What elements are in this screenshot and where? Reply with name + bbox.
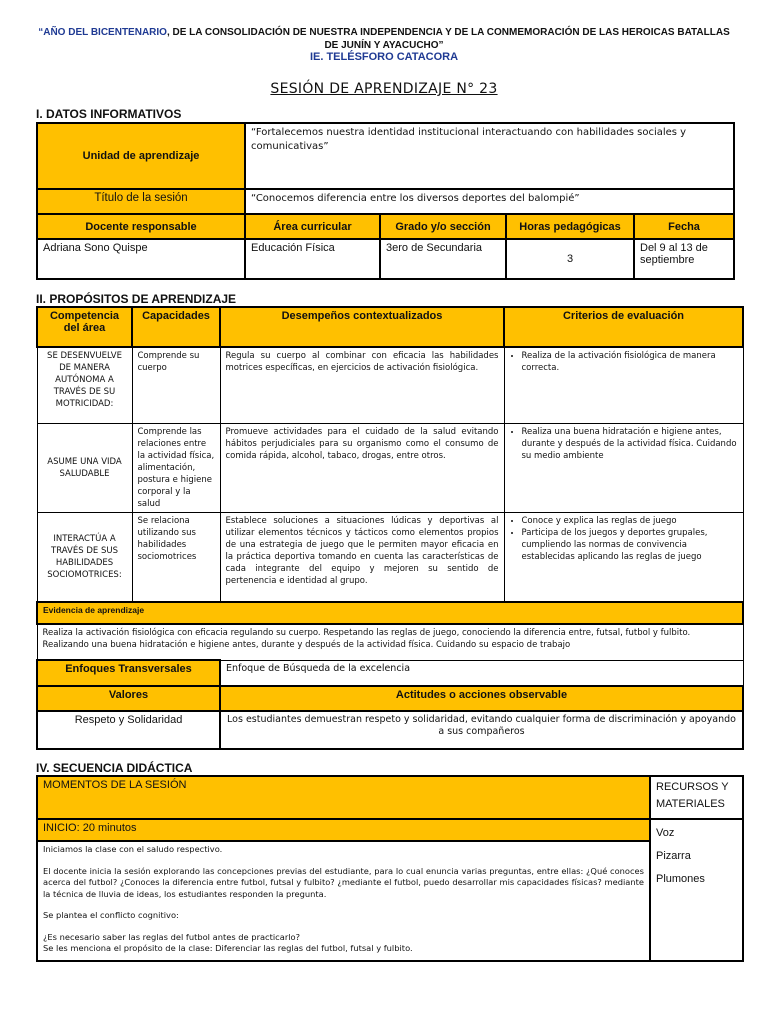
- area-value: Educación Física: [245, 239, 380, 279]
- recursos-list: [650, 819, 743, 961]
- section-datos-heading: I. DATOS INFORMATIVOS: [36, 107, 182, 121]
- section-secuencia-heading: IV. SECUENCIA DIDÁCTICA: [36, 761, 193, 775]
- col-area: Área curricular: [245, 214, 380, 239]
- valores-value: Respeto y Solidaridad: [37, 711, 220, 749]
- titulo-label: Título de la sesión: [37, 189, 245, 214]
- capacidades-cell: Comprende las relaciones entre la actividad física, alimentación, postura e higiene corporal y la salud: [132, 423, 220, 512]
- actitudes-value: Los estudiantes demuestran respeto y solidaridad, evitando cualquier forma de discriminación y apoyando a sus compañeros: [220, 711, 743, 749]
- col-horas: Horas pedagógicas: [506, 214, 634, 239]
- criterios-cell: [504, 512, 743, 602]
- inicio-p5: Se les menciona el propósito de la clase: Diferenciar las reglas del futbol, futsal y fulbito.: [43, 943, 413, 953]
- capacidades-cell: Comprende su cuerpo: [132, 347, 220, 423]
- desempeno-cell: Establece soluciones a situaciones lúdicas y deportivas al utilizar elementos técnicos y tácticos como elementos propios de una estrategia de juego que le permiten mayor eficacia en la práctica deportiva tomando en cuenta las características de cada integrante del equipo y mejoren su sentido de pertenencia e identidad al grupo.: [220, 512, 504, 602]
- recurso-voz: Voz: [656, 827, 675, 839]
- table-row: [37, 347, 743, 423]
- inicio-content: [37, 841, 650, 961]
- unidad-label: Unidad de aprendizaje: [37, 123, 245, 189]
- actitudes-label: Actitudes o acciones observable: [220, 686, 743, 711]
- fecha-value: Del 9 al 13 de septiembre: [634, 239, 734, 279]
- col-criterios: Criterios de evaluación: [504, 307, 743, 347]
- col-competencia: Competencia del área: [37, 307, 132, 347]
- competencia-cell: ASUME UNA VIDA SALUDABLE: [37, 423, 132, 512]
- col-capacidades: Capacidades: [132, 307, 220, 347]
- datos-table: [36, 122, 735, 280]
- evidencia-label: Evidencia de aprendizaje: [37, 602, 743, 624]
- docente-value: Adriana Sono Quispe: [37, 239, 245, 279]
- recurso-plumones: Plumones: [656, 873, 705, 885]
- table-row: [37, 423, 743, 512]
- col-desempenos: Desempeños contextualizados: [220, 307, 504, 347]
- inicio-p1: Iniciamos la clase con el saludo respectivo.: [43, 844, 223, 854]
- recurso-pizarra: Pizarra: [656, 850, 691, 862]
- evidencia-text: Realiza la activación fisiológica con eficacia regulando su cuerpo. Respetando las reglas de juego, conociendo la diferencia entre, futsal, futbol y fulbito. Realizando una buena hidratación e higiene antes, durante y después de la actividad física. Cuidando su espacio de trabajo: [37, 624, 743, 660]
- inicio-p2: El docente inicia la sesión explorando las concepciones previas del estudiante, para lo cual enuncia varias preguntas, entre ellas: ¿Qué conoces acerca del futbol? ¿Conoces la diferencia entre futbol, futsal y fulbito? ¿mediante el futbol, puedo desarrollar mis capacidades físicas? mediante la técnica de lluvia de ideas, los estudiantes responden la pregunta.: [43, 865, 644, 899]
- table-row: [37, 512, 743, 602]
- criterios-cell: [504, 423, 743, 512]
- inicio-p3: Se plantea el conflicto cognitivo:: [43, 910, 179, 920]
- inicio-p4: ¿Es necesario saber las reglas del futbol antes de practicarlo?: [43, 931, 301, 942]
- titulo-value: “Conocemos diferencia entre los diversos deportes del balompié”: [245, 189, 734, 214]
- slogan-part2: , DE LA CONSOLIDACIÓN DE NUESTRA INDEPENDENCIA Y DE LA CONMEMORACIÓN DE LAS HEROICAS BATALLAS DE JUNÍN Y AYACUCHO”: [166, 27, 730, 51]
- enfoques-value: Enfoque de Búsqueda de la excelencia: [220, 660, 743, 686]
- recursos-label: RECURSOS Y MATERIALES: [650, 776, 743, 819]
- col-fecha: Fecha: [634, 214, 734, 239]
- valores-label: Valores: [37, 686, 220, 711]
- capacidades-cell: Se relaciona utilizando sus habilidades sociomotrices: [132, 512, 220, 602]
- competencia-cell: INTERACTÚA A TRAVÉS DE SUS HABILIDADES SOCIOMOTRICES:: [37, 512, 132, 602]
- desempeno-cell: Regula su cuerpo al combinar con eficacia las habilidades motrices específicas, en ejercicios de activación fisiológica.: [220, 347, 504, 423]
- horas-value: 3: [506, 239, 634, 279]
- school-name: IE. TELÉSFORO CATACORA: [309, 51, 459, 63]
- criterio-item: • Realiza una buena hidratación e higiene antes, durante y después de la actividad física. Cuidando su medio ambiente: [522, 426, 738, 462]
- criterio-item: • Conoce y explica las reglas de juego: [522, 515, 738, 527]
- propositos-table: [36, 306, 744, 750]
- slogan: [30, 26, 738, 52]
- section-propositos-heading: II. PROPÓSITOS DE APRENDIZAJE: [36, 292, 237, 306]
- grado-value: 3ero de Secundaria: [380, 239, 506, 279]
- momentos-label: MOMENTOS DE LA SESIÓN: [37, 776, 650, 819]
- unidad-value: “Fortalecemos nuestra identidad institucional interactuando con habilidades sociales y comunicativas”: [245, 123, 734, 189]
- session-title: SESIÓN DE APRENDIZAJE N° 23: [270, 81, 498, 97]
- secuencia-table: [36, 775, 744, 962]
- competencia-cell: SE DESENVUELVE DE MANERA AUTÓNOMA A TRAVÉS DE SU MOTRICIDAD:: [37, 347, 132, 423]
- slogan-part1: “AÑO DEL BICENTENARIO: [38, 27, 167, 38]
- inicio-label: INICIO: 20 minutos: [37, 819, 650, 841]
- criterios-cell: [504, 347, 743, 423]
- desempeno-cell: Promueve actividades para el cuidado de la salud evitando hábitos perjudiciales para su organismo como el consumo de comida rápida, alcohol, tabaco, drogas, entre otros.: [220, 423, 504, 512]
- col-grado: Grado y/o sección: [380, 214, 506, 239]
- criterio-item: • Participa de los juegos y deportes grupales, cumpliendo las normas de convivencia establecidas aplicando las reglas de juego: [522, 527, 738, 563]
- criterio-item: • Realiza de la activación fisiológica de manera correcta.: [522, 350, 738, 374]
- col-docente: Docente responsable: [37, 214, 245, 239]
- enfoques-label: Enfoques Transversales: [37, 660, 220, 686]
